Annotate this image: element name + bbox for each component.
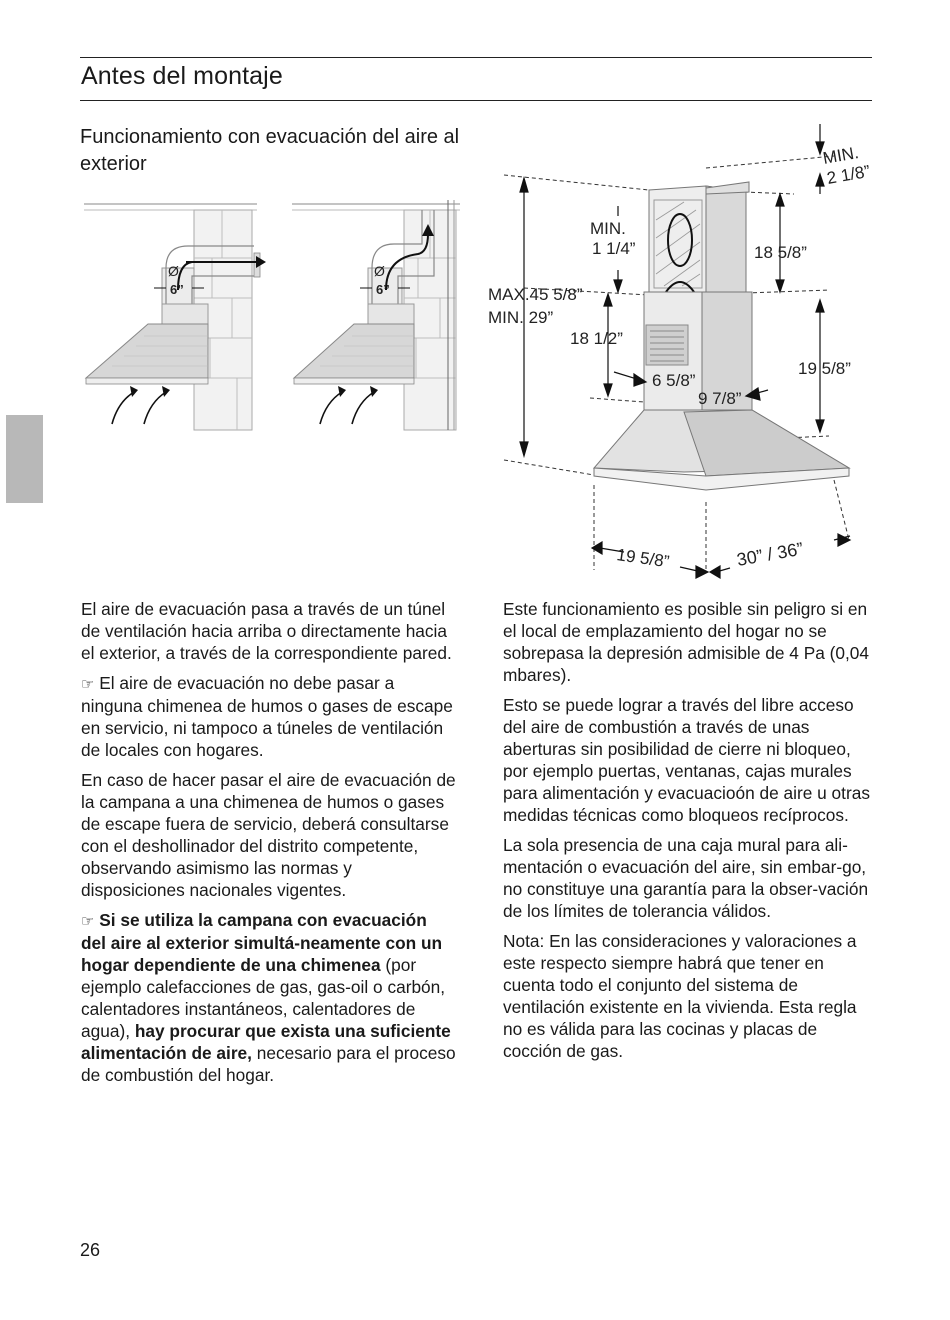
- section-title: Funcionamiento con evacuación del aire al exterior: [80, 126, 460, 175]
- hood-width-values: 30” / 36”: [735, 538, 805, 570]
- figure-exhaust-through-wall: [82, 198, 272, 433]
- normal-text: (por ejemplo calefacciones de gas, gas-oil o carbón, calentadores instantáneos, calentadores de agua),: [81, 955, 446, 1041]
- figure-exhaust-upward: [290, 198, 465, 433]
- paragraph: El aire de evacuación pasa a través de un túnel de ventilación hacia arriba o directamente hacia el exterior, a través de la correspondiente pared.: [81, 599, 452, 663]
- min-height-label: MIN. 29”: [488, 308, 554, 327]
- left-text-column: [81, 598, 456, 1094]
- normal-text: necesario para el proceso de combustión del hogar.: [81, 1043, 456, 1085]
- hood-dimension-drawing: [484, 120, 874, 580]
- page-header-title: Antes del montaje: [81, 62, 283, 90]
- pointing-hand-icon: ☞: [81, 912, 95, 930]
- duct-diameter-label: 6”: [376, 282, 390, 297]
- header-bottom-rule: [80, 100, 872, 101]
- paragraph: La sola presencia de una caja mural para ali-mentación o evacuación del aire, sin embar-go, no constituye una garantía para la obser-vación de los límites de tolerancia válidos.: [503, 835, 869, 921]
- min-top-value: 2 1/8”: [825, 161, 872, 188]
- hood-diagram-upward-exhaust: [290, 198, 465, 433]
- warning-paragraph: [81, 909, 456, 1086]
- right-text-column: [503, 598, 871, 1070]
- header-top-rule: [80, 57, 872, 58]
- diameter-symbol: Ø: [168, 263, 179, 279]
- bold-text: hay procurar que exista una suficiente alimentación de aire,: [81, 1021, 451, 1063]
- dim-18-5-8: 18 5/8”: [754, 243, 807, 262]
- hood-diagram-wall-exhaust: [82, 198, 272, 433]
- paragraph: Esto se puede lograr a través del libre acceso del aire de combustión a través de unas aberturas sin posibilidad de cierre ni bloqueo, por ejemplo puertas, ventanas, cajas murales para alimentación y evacuacioón de aire u otras medidas técnicas como bloqueos recíprocos.: [503, 695, 870, 825]
- diameter-symbol: Ø: [374, 263, 385, 279]
- warning-paragraph: [81, 672, 456, 761]
- chapter-tab-marker: [6, 415, 43, 503]
- dim-18-1-2: 18 1/2”: [570, 329, 623, 348]
- min-mid-value: 1 1/4”: [592, 239, 636, 258]
- duct-diameter-label: 6”: [170, 282, 184, 297]
- paragraph: En caso de hacer pasar el aire de evacuación de la campana a una chimenea de humos o gases de escape fuera de servicio, deberá consultarse con el deshollinador del distrito competente, observando asimismo las normas y disposiciones nacionales vigentes.: [81, 770, 456, 900]
- dim-19-5-8-side: 19 5/8”: [798, 359, 851, 378]
- dim-6-5-8: 6 5/8”: [652, 371, 696, 390]
- bold-text: Si se utiliza la campana con evacuación del aire al exterior simultá-neamente con un hogar dependiente de una chimenea: [81, 910, 443, 975]
- page-number: 26: [80, 1240, 101, 1260]
- warning-text: El aire de evacuación no debe pasar a ninguna chimenea de humos o gases de escape en servicio, ni tampoco a túneles de ventilación de locales con hogares.: [81, 673, 453, 760]
- paragraph: Este funcionamiento es posible sin peligro si en el local de emplazamiento del hogar no se sobrepasa la depresión admisible de 4 Pa (0,04 mbares).: [503, 599, 870, 685]
- min-top-label: MIN.: [821, 142, 861, 168]
- dim-19-5-8-bottom: 19 5/8”: [615, 545, 671, 572]
- max-height-label: MAX.45 5/8”: [488, 285, 583, 304]
- pointing-hand-icon: ☞: [81, 675, 95, 693]
- dim-9-7-8: 9 7/8”: [698, 389, 742, 408]
- min-mid-label: MIN.: [590, 219, 626, 238]
- figure-hood-dimensions: [484, 120, 874, 580]
- paragraph: Nota: En las consideraciones y valoraciones a este respecto siempre habrá que tener en cuenta todo el conjunto del sistema de ventilación existente en la vivienda. Esta regla no es válida para las cocinas y placas de cocción de gas.: [503, 931, 857, 1061]
